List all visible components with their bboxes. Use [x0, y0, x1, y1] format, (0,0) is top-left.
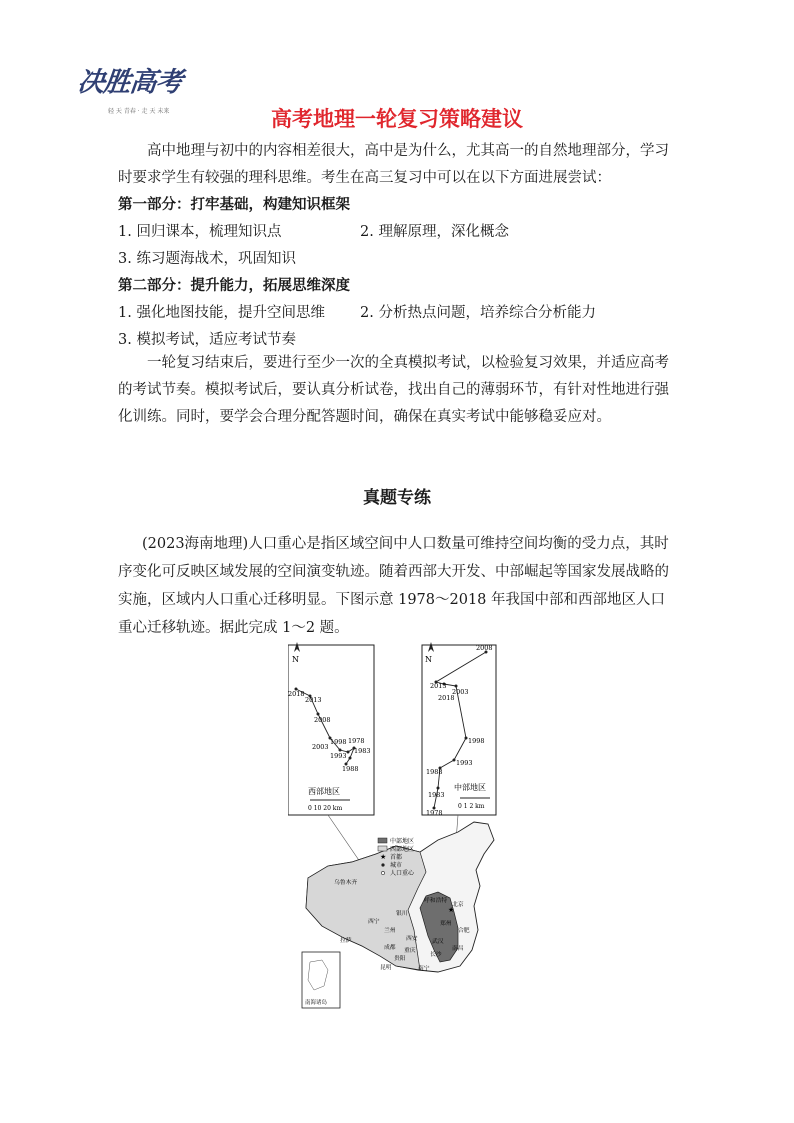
central-year-label: 1978	[426, 809, 443, 817]
west-year-label: 1998	[330, 738, 347, 746]
legend-capital-label: 首都	[390, 854, 403, 861]
legend-west-label: 西部地区	[390, 846, 415, 853]
part1-item-3: 3. 练习题海战术，巩固知识	[118, 251, 296, 267]
city-label: 合肥	[458, 928, 470, 934]
part1-heading: 第一部分：打牢基础，构建知识框架	[118, 196, 350, 213]
part2-heading: 第二部分：提升能力，拓展思维深度	[118, 277, 350, 294]
intro-paragraph: 高中地理与初中的内容相差很大，高中是为什么，尤其高一的自然地理部分，学习时要求学生有较强的理科思维。考生在高三复习中可以在以下方面进展尝试：	[118, 143, 669, 186]
west-panel-label: 西部地区	[308, 787, 340, 796]
central-year-label: 1993	[456, 759, 473, 767]
page-title: 高考地理一轮复习策略建议	[271, 107, 523, 131]
part2-item-2: 2. 分析热点问题，培养综合分析能力	[360, 305, 596, 321]
west-year-label: 2008	[314, 716, 331, 724]
city-label: 呼和浩特	[424, 898, 448, 904]
west-year-label: 1993	[330, 752, 347, 760]
west-point	[347, 751, 350, 754]
part1-item-2: 2. 理解原理，深化概念	[360, 224, 509, 240]
central-year-label: 2003	[452, 688, 469, 696]
city-label: 兰州	[384, 928, 396, 934]
central-year-label: 2018	[438, 694, 455, 702]
city-label: 长沙	[430, 952, 442, 958]
west-year-label: 2003	[312, 743, 329, 751]
part2-item-1: 1. 强化地图技能，提升空间思维	[118, 305, 325, 321]
legend-central-label: 中部地区	[390, 838, 415, 845]
central-scale-text: 0 1 2 km	[458, 803, 485, 810]
legend-capital-icon: ★	[380, 853, 387, 861]
central-year-label: 2013	[430, 682, 447, 690]
city-label: 西安	[406, 936, 418, 942]
west-year-label: 1983	[354, 747, 371, 755]
inset-label: 南海诸岛	[305, 1000, 328, 1006]
capital-star-icon: ★	[448, 906, 455, 914]
central-point	[437, 787, 440, 790]
central-year-label: 1988	[426, 768, 443, 776]
city-label: 昆明	[380, 965, 392, 971]
west-year-label: 1978	[348, 737, 365, 745]
legend-centroid-icon	[381, 871, 384, 874]
west-north-label: N	[292, 655, 299, 664]
population-centroid-map	[288, 640, 510, 1012]
question-text: (2023海南地理)人口重心是指区域空间中人口数量可维持空间均衡的受力点，其时序变化可反映区域发展的空间演变轨迹。随着西部大开发、中部崛起等国家发展战略的实施，区域内人口重心迁移明显。下图示意 1978～2018 年我国中部和西部地区人口重心迁移轨迹。据此完成 1～2 题。	[118, 536, 669, 636]
part1-item-1: 1. 回归课本，梳理知识点	[118, 224, 282, 240]
section-title: 真题专练	[363, 488, 431, 508]
logo-subtext: 轻 天 青春 · 走 天 未来	[108, 108, 170, 115]
central-panel-label: 中部地区	[454, 783, 486, 792]
city-label: 西宁	[368, 919, 380, 925]
city-label: 贵阳	[394, 956, 406, 962]
central-year-label: 2008	[476, 644, 493, 652]
west-scale-text: 0 10 20 km	[308, 805, 343, 812]
central-year-label: 1998	[468, 737, 485, 745]
city-label: 南昌	[452, 946, 464, 952]
legend-city-icon	[381, 863, 384, 866]
city-label: 郑州	[440, 921, 452, 927]
city-label: 拉萨	[340, 938, 352, 944]
city-label: 银川	[396, 911, 408, 917]
logo-text: 决胜高考	[76, 67, 184, 98]
part2-item-3: 3. 模拟考试，适应考试节奏	[118, 332, 296, 348]
central-north-label: N	[425, 655, 432, 664]
city-label: 成都	[384, 945, 396, 951]
city-label: 乌鲁木齐	[334, 880, 358, 886]
legend-centroid-label: 人口重心	[390, 870, 415, 877]
west-year-label: 2013	[305, 696, 322, 704]
mock-exam-paragraph: 一轮复习结束后，要进行至少一次的全真模拟考试，以检验复习效果，并适应高考的考试节奏。模拟考试后，要认真分析试卷，找出自己的薄弱环节，有针对性地进行强化训练。同时，要学会合理分配答题时间，确保在真实考试中能够稳妥应对。	[118, 355, 669, 425]
city-label: 北京	[452, 902, 464, 908]
legend-central-swatch	[378, 838, 387, 843]
central-year-label: 1983	[428, 791, 445, 799]
city-label: 武汉	[432, 939, 444, 945]
legend-city-label: 城市	[390, 862, 403, 869]
west-year-label: 1988	[342, 765, 359, 773]
city-label: 南宁	[418, 966, 430, 972]
west-point	[349, 757, 352, 760]
city-label: 重庆	[404, 948, 416, 954]
population-centroid-figure	[288, 640, 510, 1012]
legend-west-swatch	[378, 846, 387, 851]
west-year-label: 2018	[288, 690, 305, 698]
